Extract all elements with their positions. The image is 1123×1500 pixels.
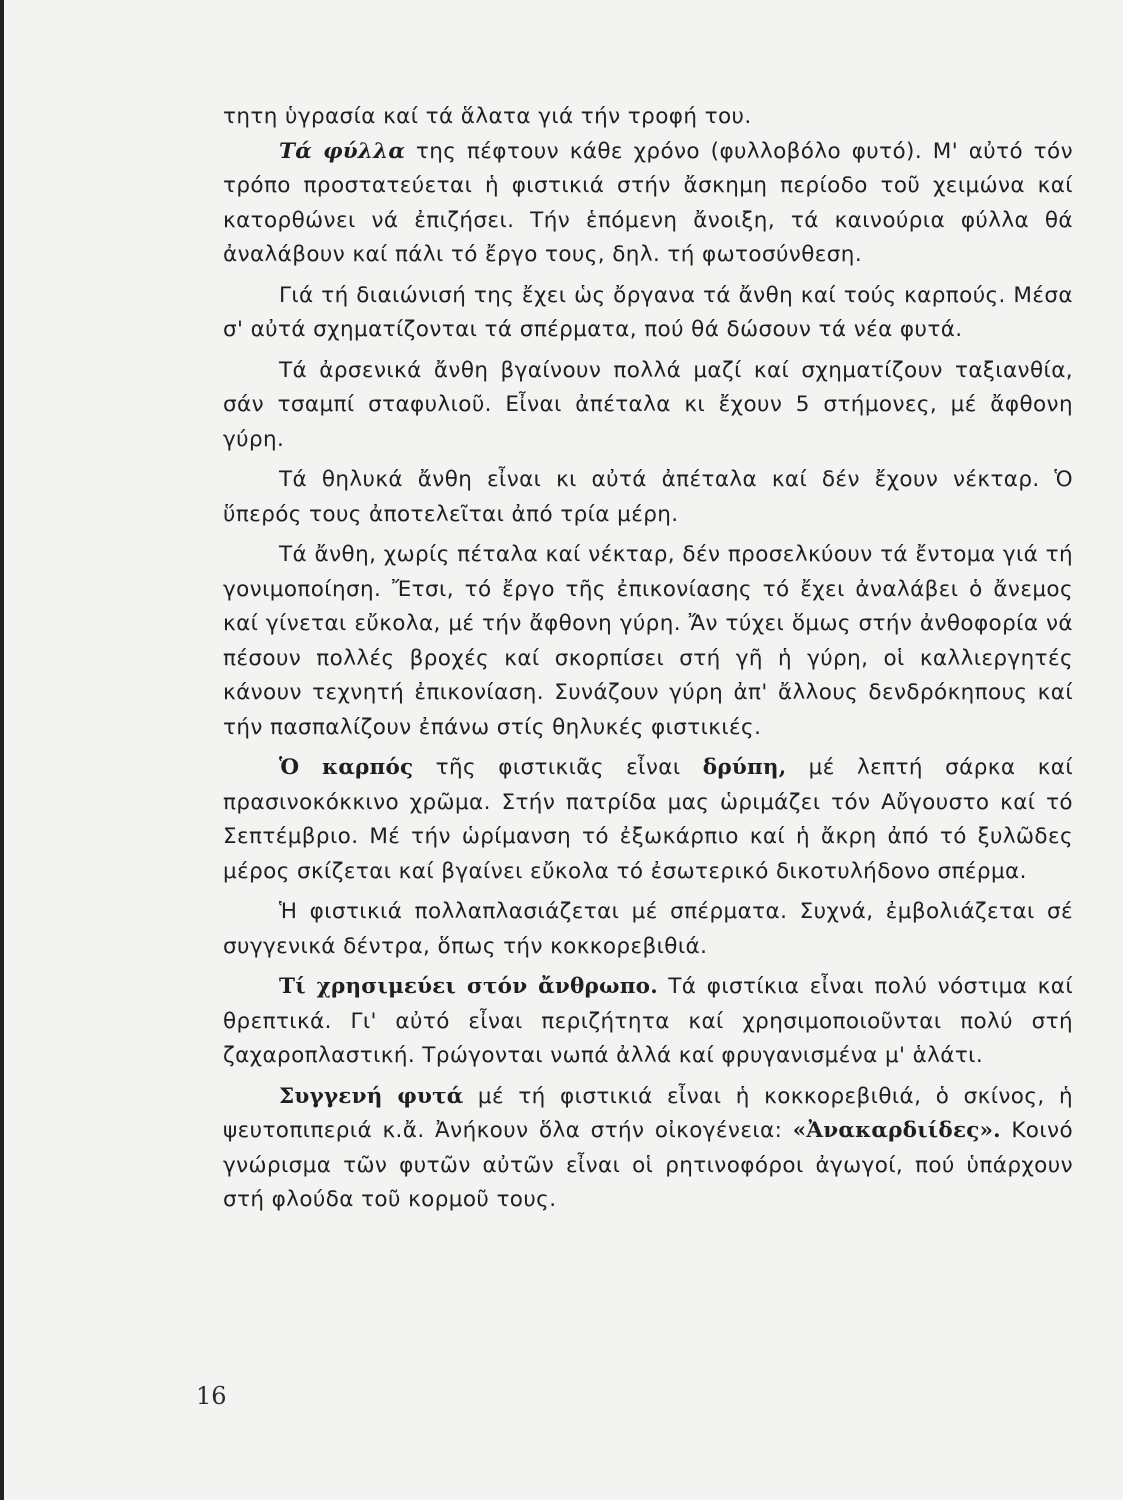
paragraph-heading: Τά φύλλα [279, 138, 406, 164]
paragraph-reproduction [223, 279, 1073, 348]
paragraph-uses [223, 970, 1073, 1074]
paragraph-fruit [223, 751, 1073, 889]
paragraph-text: της πέφτουν κάθε χρόνο (φυλλοβόλο φυτό). Μ' αὐτό τόν τρόπο προστατεύεται ἡ φιστικιά στήν ἄσκημη περίοδο τοῦ χειμώνα καί κατορθώνει νά ἐπιζήσει. Τήν ἑπόμενη ἄνοιξη, τά καινούρια φύλλα θά ἀναλάβουν καί πάλι τό ἔργο τους, δηλ. τή φωτοσύνθεση. [223, 138, 1073, 267]
paragraph-text: Τά θηλυκά ἄνθη εἶναι κι αὐτά ἀπέταλα καί δέν ἔχουν νέκταρ. Ὁ ὕπερός τους ἀποτελεῖται ἀπό τρία μέρη. [223, 467, 1073, 527]
paragraph-text: Τά ἀρσενικά ἄνθη βγαίνουν πολλά μαζί καί σχηματίζουν ταξιανθία, σάν τσαμπί σταφυλιοῦ. Εἶναι ἀπέταλα κι ἔχουν 5 στήμονες, μέ ἄφθονη γύρη. [223, 357, 1073, 452]
paragraph-propagation [223, 895, 1073, 964]
paragraph-male-flowers [223, 354, 1073, 458]
paragraph-female-flowers [223, 463, 1073, 532]
paragraph-text: τῆς φιστικιᾶς εἶναι [435, 755, 681, 780]
paragraph-heading: Τί χρησιμεύει στόν ἄνθρωπο. [279, 974, 658, 999]
paragraph-text: Τά ἄνθη, χωρίς πέταλα καί νέκταρ, δέν προσελκύουν τά ἔντομα γιά τή γονιμοποίηση. Ἔτσι, τό ἔργο τῆς ἐπικονίασης τό ἔχει ἀναλάβει ὁ ἄνεμος καί γίνεται εὔκολα, μέ τήν ἄφθονη γύρη. Ἄν τύχει ὅμως στήν ἀνθοφορία νά πέσουν πολλές βροχές καί σκορπίσει στή γῆ ἡ γύρη, οἱ καλλιεργητές κάνουν τεχνητή ἐπικονίαση. Συνάζουν γύρη ἀπ' ἄλλους δενδρόκηπους καί τήν πασπαλίζουν ἐπάνω στίς θηλυκές φιστικιές. [223, 542, 1073, 740]
paragraph-heading: Συγγενή φυτά [279, 1083, 464, 1109]
paragraph-term: «Ἀνακαρδιίδες». [792, 1118, 1001, 1143]
paragraph-term: δρύπη, [702, 755, 787, 780]
paragraph-leaves [223, 135, 1073, 273]
paragraph-text: μέ λεπτή σάρκα καί πρασινοκόκκινο χρῶμα. Στήν πατρίδα μας ὡριμάζει τόν Αὔγουστο καί τό Σεπτέμβριο. Μέ τήν ὡρίμανση τό ἐξωκάρπιο καί ἡ ἄκρη ἀπό τό ξυλῶδες μέρος σκίζεται καί βγαίνει εὔκολα τό ἐσωτερικό δικοτυλήδονο σπέρμα. [223, 755, 1074, 884]
paragraph-heading: Ὁ καρπός [279, 755, 414, 780]
scan-edge [0, 0, 4, 1500]
paragraph-text: μέ τή φιστικιά εἶναι ἡ κοκκορεβιθιά, ὁ σκίνος, ἡ ψευτοπιπεριά κ.ἄ. Ἀνήκουν ὅλα στήν οἰκογένεια: [223, 1083, 1073, 1143]
paragraph-related-plants [223, 1080, 1073, 1218]
page-number: 16 [196, 1382, 227, 1410]
paragraph-text: Ἡ φιστικιά πολλαπλασιάζεται μέ σπέρματα. Συχνά, ἐμβολιάζεται σέ συγγενικά δέντρα, ὅπως τήν κοκκορεβιθιά. [223, 899, 1073, 959]
paragraph-text: Γιά τή διαιώνισή της ἔχει ὡς ὄργανα τά ἄνθη καί τούς καρπούς. Μέσα σ' αὐτά σχηματίζονται τά σπέρματα, πού θά δώσουν τά νέα φυτά. [223, 282, 1073, 342]
paragraph-pollination [223, 538, 1073, 745]
paragraph-continuation [223, 100, 1073, 135]
paragraph-text: Κοινό γνώρισμα τῶν φυτῶν αὐτῶν εἶναι οἱ ρητινοφόροι ἀγωγοί, πού ὑπάρχουν στή φλούδα τοῦ κορμοῦ τους. [223, 1118, 1074, 1212]
paragraph-text: τητη ὑγρασία καί τά ἅλατα γιά τήν τροφή του. [223, 104, 752, 129]
page-body [223, 100, 1073, 1218]
paragraph-text: Τά φιστίκια εἶναι πολύ νόστιμα καί θρεπτικά. Γι' αὐτό εἶναι περιζήτητα καί χρησιμοποιοῦνται πολύ στή ζαχαροπλαστική. Τρώγονται νωπά ἀλλά καί φρυγανισμένα μ' ἁλάτι. [223, 974, 1074, 1068]
